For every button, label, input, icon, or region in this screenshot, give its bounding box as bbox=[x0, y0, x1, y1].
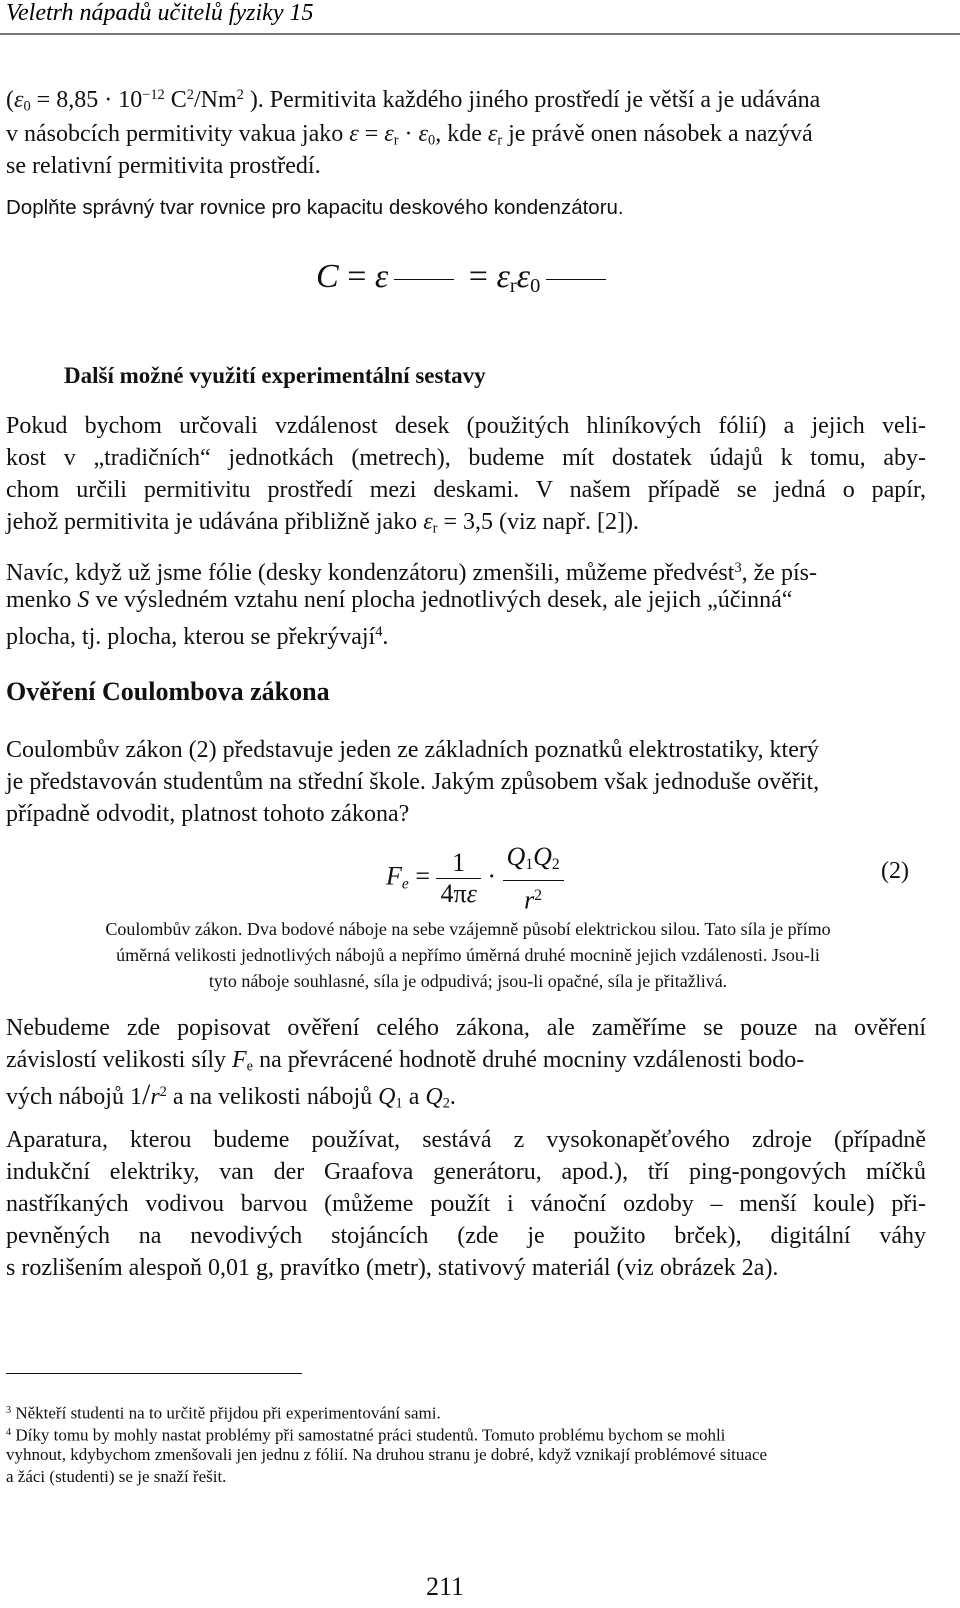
paragraph-line: se relativní permitivita prostředí. bbox=[6, 153, 321, 179]
fraction bbox=[436, 848, 480, 909]
paragraph-line: s rozlišením alespoň 0,01 g, pravítko (metr), stativový materiál (viz obrázek 2a). bbox=[6, 1255, 779, 1281]
numerator: 1 bbox=[436, 848, 480, 879]
text: = 8,85 · 10 bbox=[30, 86, 143, 113]
symbol-r: r bbox=[150, 1083, 160, 1110]
superscript: −12 bbox=[142, 87, 165, 103]
footnote-line: a žáci (studenti) se je snaží řešit. bbox=[6, 1467, 227, 1486]
subscript: r bbox=[509, 275, 517, 298]
text: ve výsledném vztahu není plocha jednotlivých desek, ale jejich „účinná“ bbox=[89, 587, 793, 613]
caption-line: úměrná velikosti jednotlivých nábojů a nepřímo úměrná druhé mocnině jejich vzdálenosti. Jsou-li bbox=[116, 945, 820, 965]
subscript: 0 bbox=[23, 98, 31, 115]
text: ( bbox=[6, 86, 14, 113]
text: C bbox=[164, 86, 187, 113]
text: Nm bbox=[200, 86, 237, 113]
text: menko bbox=[6, 587, 78, 613]
paragraph-line: kost v „tradičních“ jednotkách (metrech), budeme mít dostatek údajů k tomu, aby- bbox=[6, 445, 926, 471]
footnote-rule bbox=[6, 1373, 302, 1374]
symbol-S: S bbox=[77, 587, 90, 613]
caption-line: tyto náboje souhlasné, síla je odpudivá; jsou-li opačné, síla je přitažlivá. bbox=[208, 971, 728, 991]
subscript: e bbox=[401, 875, 409, 893]
text: , že pís- bbox=[741, 559, 817, 586]
section-heading: Další možné využití experimentální sestavy bbox=[64, 363, 486, 388]
paragraph-line: nastříkaných vodivou barvou (můžeme použít i vánoční ozdoby – menší koule) při- bbox=[6, 1191, 926, 1217]
symbol-Q: Q bbox=[506, 842, 526, 871]
superscript: 2 bbox=[159, 1084, 167, 1100]
paragraph-line bbox=[6, 584, 792, 616]
fraction bbox=[503, 842, 564, 915]
symbol-epsilon: ε bbox=[14, 86, 24, 113]
paragraph-line: případně odvodit, platnost tohoto zákona? bbox=[6, 801, 410, 827]
equals-sign: = bbox=[347, 258, 367, 295]
denominator bbox=[503, 881, 564, 916]
footnote bbox=[6, 1400, 441, 1425]
running-header: Veletrh nápadů učitelů fyziky 15 bbox=[6, 0, 314, 26]
text: 1 bbox=[129, 1083, 142, 1110]
text: / bbox=[193, 86, 201, 113]
text: = bbox=[358, 121, 385, 147]
symbol-epsilon: ε bbox=[516, 258, 531, 295]
paragraph-line bbox=[6, 506, 639, 545]
subscript: 2 bbox=[442, 1095, 450, 1112]
footnote-ref: 4 bbox=[375, 624, 383, 640]
text: . bbox=[449, 1083, 456, 1110]
paragraph-line bbox=[6, 79, 820, 123]
text: Navíc, když už jsme fólie (desky kondenzátoru) zmenšili, můžeme předvést bbox=[6, 559, 735, 586]
subscript: e bbox=[246, 1058, 254, 1075]
caption-line: Coulombův zákon. Dva bodové náboje na sebe vzájemně působí elektrickou silou. Tato síla je přímo bbox=[105, 919, 831, 939]
dot-operator: · bbox=[487, 861, 497, 891]
paragraph-line: je představován studentům na střední škole. Jakým způsobem však jednoduše ověřit, bbox=[6, 769, 820, 795]
footnote-mark: 4 bbox=[6, 1427, 12, 1438]
footnote-text: Díky tomu by mohly nastat problémy při samostatné práci studentů. Tomuto problému bychom se mohli bbox=[11, 1425, 726, 1445]
page-number: 211 bbox=[426, 1572, 465, 1601]
subscript: r bbox=[393, 132, 399, 149]
section-heading: Ověření Coulombova zákona bbox=[6, 677, 330, 706]
symbol-Q: Q bbox=[425, 1083, 443, 1110]
header-rule bbox=[0, 33, 960, 35]
text: v násobcích permitivity vakua jako bbox=[6, 121, 350, 147]
numerator bbox=[503, 842, 564, 881]
symbol-F: F bbox=[386, 861, 402, 891]
subscript: 1 bbox=[395, 1095, 403, 1112]
text: (viz např. [2]). bbox=[493, 509, 639, 535]
text: = 3,5 bbox=[437, 509, 493, 535]
footnote-mark: 3 bbox=[6, 1405, 12, 1416]
symbol-epsilon: ε bbox=[384, 121, 394, 147]
superscript: 2 bbox=[186, 87, 194, 103]
text: plocha, tj. plocha, kterou se překrývají bbox=[6, 623, 376, 650]
subscript: r bbox=[497, 132, 503, 149]
text: a bbox=[402, 1083, 426, 1110]
denominator bbox=[436, 879, 480, 909]
superscript: 2 bbox=[236, 87, 244, 103]
text: / bbox=[141, 1077, 151, 1111]
symbol-epsilon: ε bbox=[423, 509, 433, 535]
text: . bbox=[382, 623, 389, 650]
paragraph-line bbox=[6, 1076, 456, 1120]
symbol-epsilon: ε bbox=[374, 258, 389, 295]
footnote-text: Někteří studenti na to určitě přijdou při experimentování sami. bbox=[11, 1403, 441, 1423]
footnote-ref: 3 bbox=[734, 560, 742, 576]
blank-fill-line bbox=[546, 279, 606, 280]
paragraph-line: Nebudeme zde popisovat ověření celého zákona, ale zaměříme se pouze na ověření bbox=[6, 1015, 926, 1041]
paragraph-line: indukční elektriky, van der Graafova generátoru, apod.), tří ping-pongových míčků bbox=[6, 1159, 926, 1185]
paragraph-line: pevněných na nevodivých stojáncích (zde je použito brček), digitální váhy bbox=[6, 1223, 926, 1249]
subscript: 0 bbox=[530, 275, 541, 298]
text: · bbox=[398, 121, 419, 147]
subscript: 2 bbox=[551, 855, 560, 873]
subscript: 0 bbox=[428, 132, 436, 149]
footnote-line: vyhnout, kdybychom zmenšovali jen jednu z fólií. Na druhou stranu je dobré, když vznikají problémové situace bbox=[6, 1445, 768, 1464]
paragraph-line: Aparatura, kterou budeme používat, sestává z vysokonapěťového zdroje (případně bbox=[6, 1127, 926, 1153]
paragraph-line: Coulombův zákon (2) představuje jeden ze základních poznatků elektrostatiky, který bbox=[6, 737, 819, 763]
subscript: r bbox=[432, 520, 438, 537]
text: 4π bbox=[440, 879, 467, 909]
text: a na velikosti nábojů bbox=[166, 1083, 379, 1110]
symbol-epsilon: ε bbox=[487, 121, 498, 147]
text: jehož permitivita je udávána přibližně jako bbox=[6, 509, 424, 535]
symbol-epsilon: ε bbox=[349, 121, 359, 147]
paragraph-line: Pokud bychom určovali vzdálenost desek (použitých hliníkových fólií) a jejich veli- bbox=[6, 413, 926, 439]
blank-fill-line bbox=[394, 279, 454, 280]
paragraph-line: chom určili permitivitu prostředí mezi deskami. V našem případě se jedná o papír, bbox=[6, 477, 926, 503]
text: na převrácené hodnotě druhé mocniny vzdálenosti bodo- bbox=[253, 1047, 805, 1073]
paragraph-line bbox=[6, 616, 388, 653]
symbol-Q: Q bbox=[533, 842, 552, 871]
symbol-epsilon: ε bbox=[418, 121, 428, 147]
symbol-Q: Q bbox=[378, 1083, 396, 1110]
text: je právě onen násobek a nazývá bbox=[502, 121, 813, 147]
subscript: 1 bbox=[525, 855, 534, 873]
equals-sign: = bbox=[415, 861, 430, 891]
equals-sign: = bbox=[468, 258, 488, 295]
symbol-F: F bbox=[232, 1047, 247, 1073]
text: vých nábojů bbox=[6, 1083, 130, 1110]
footnote bbox=[6, 1422, 725, 1447]
coulomb-equation bbox=[386, 842, 564, 915]
text: , kde bbox=[435, 121, 488, 147]
text: závislostí velikosti síly bbox=[6, 1047, 232, 1073]
symbol-C: C bbox=[316, 258, 339, 295]
symbol-epsilon: ε bbox=[496, 258, 510, 295]
capacity-equation bbox=[316, 258, 612, 298]
text: ). Permitivita každého jiného prostředí je větší a je udávána bbox=[243, 86, 821, 113]
task-instruction: Doplňte správný tvar rovnice pro kapacitu deskového kondenzátoru. bbox=[6, 196, 624, 219]
symbol-r: r bbox=[524, 885, 535, 915]
equation-number: (2) bbox=[881, 858, 909, 884]
superscript: 2 bbox=[534, 886, 543, 904]
symbol-epsilon: ε bbox=[466, 879, 477, 909]
